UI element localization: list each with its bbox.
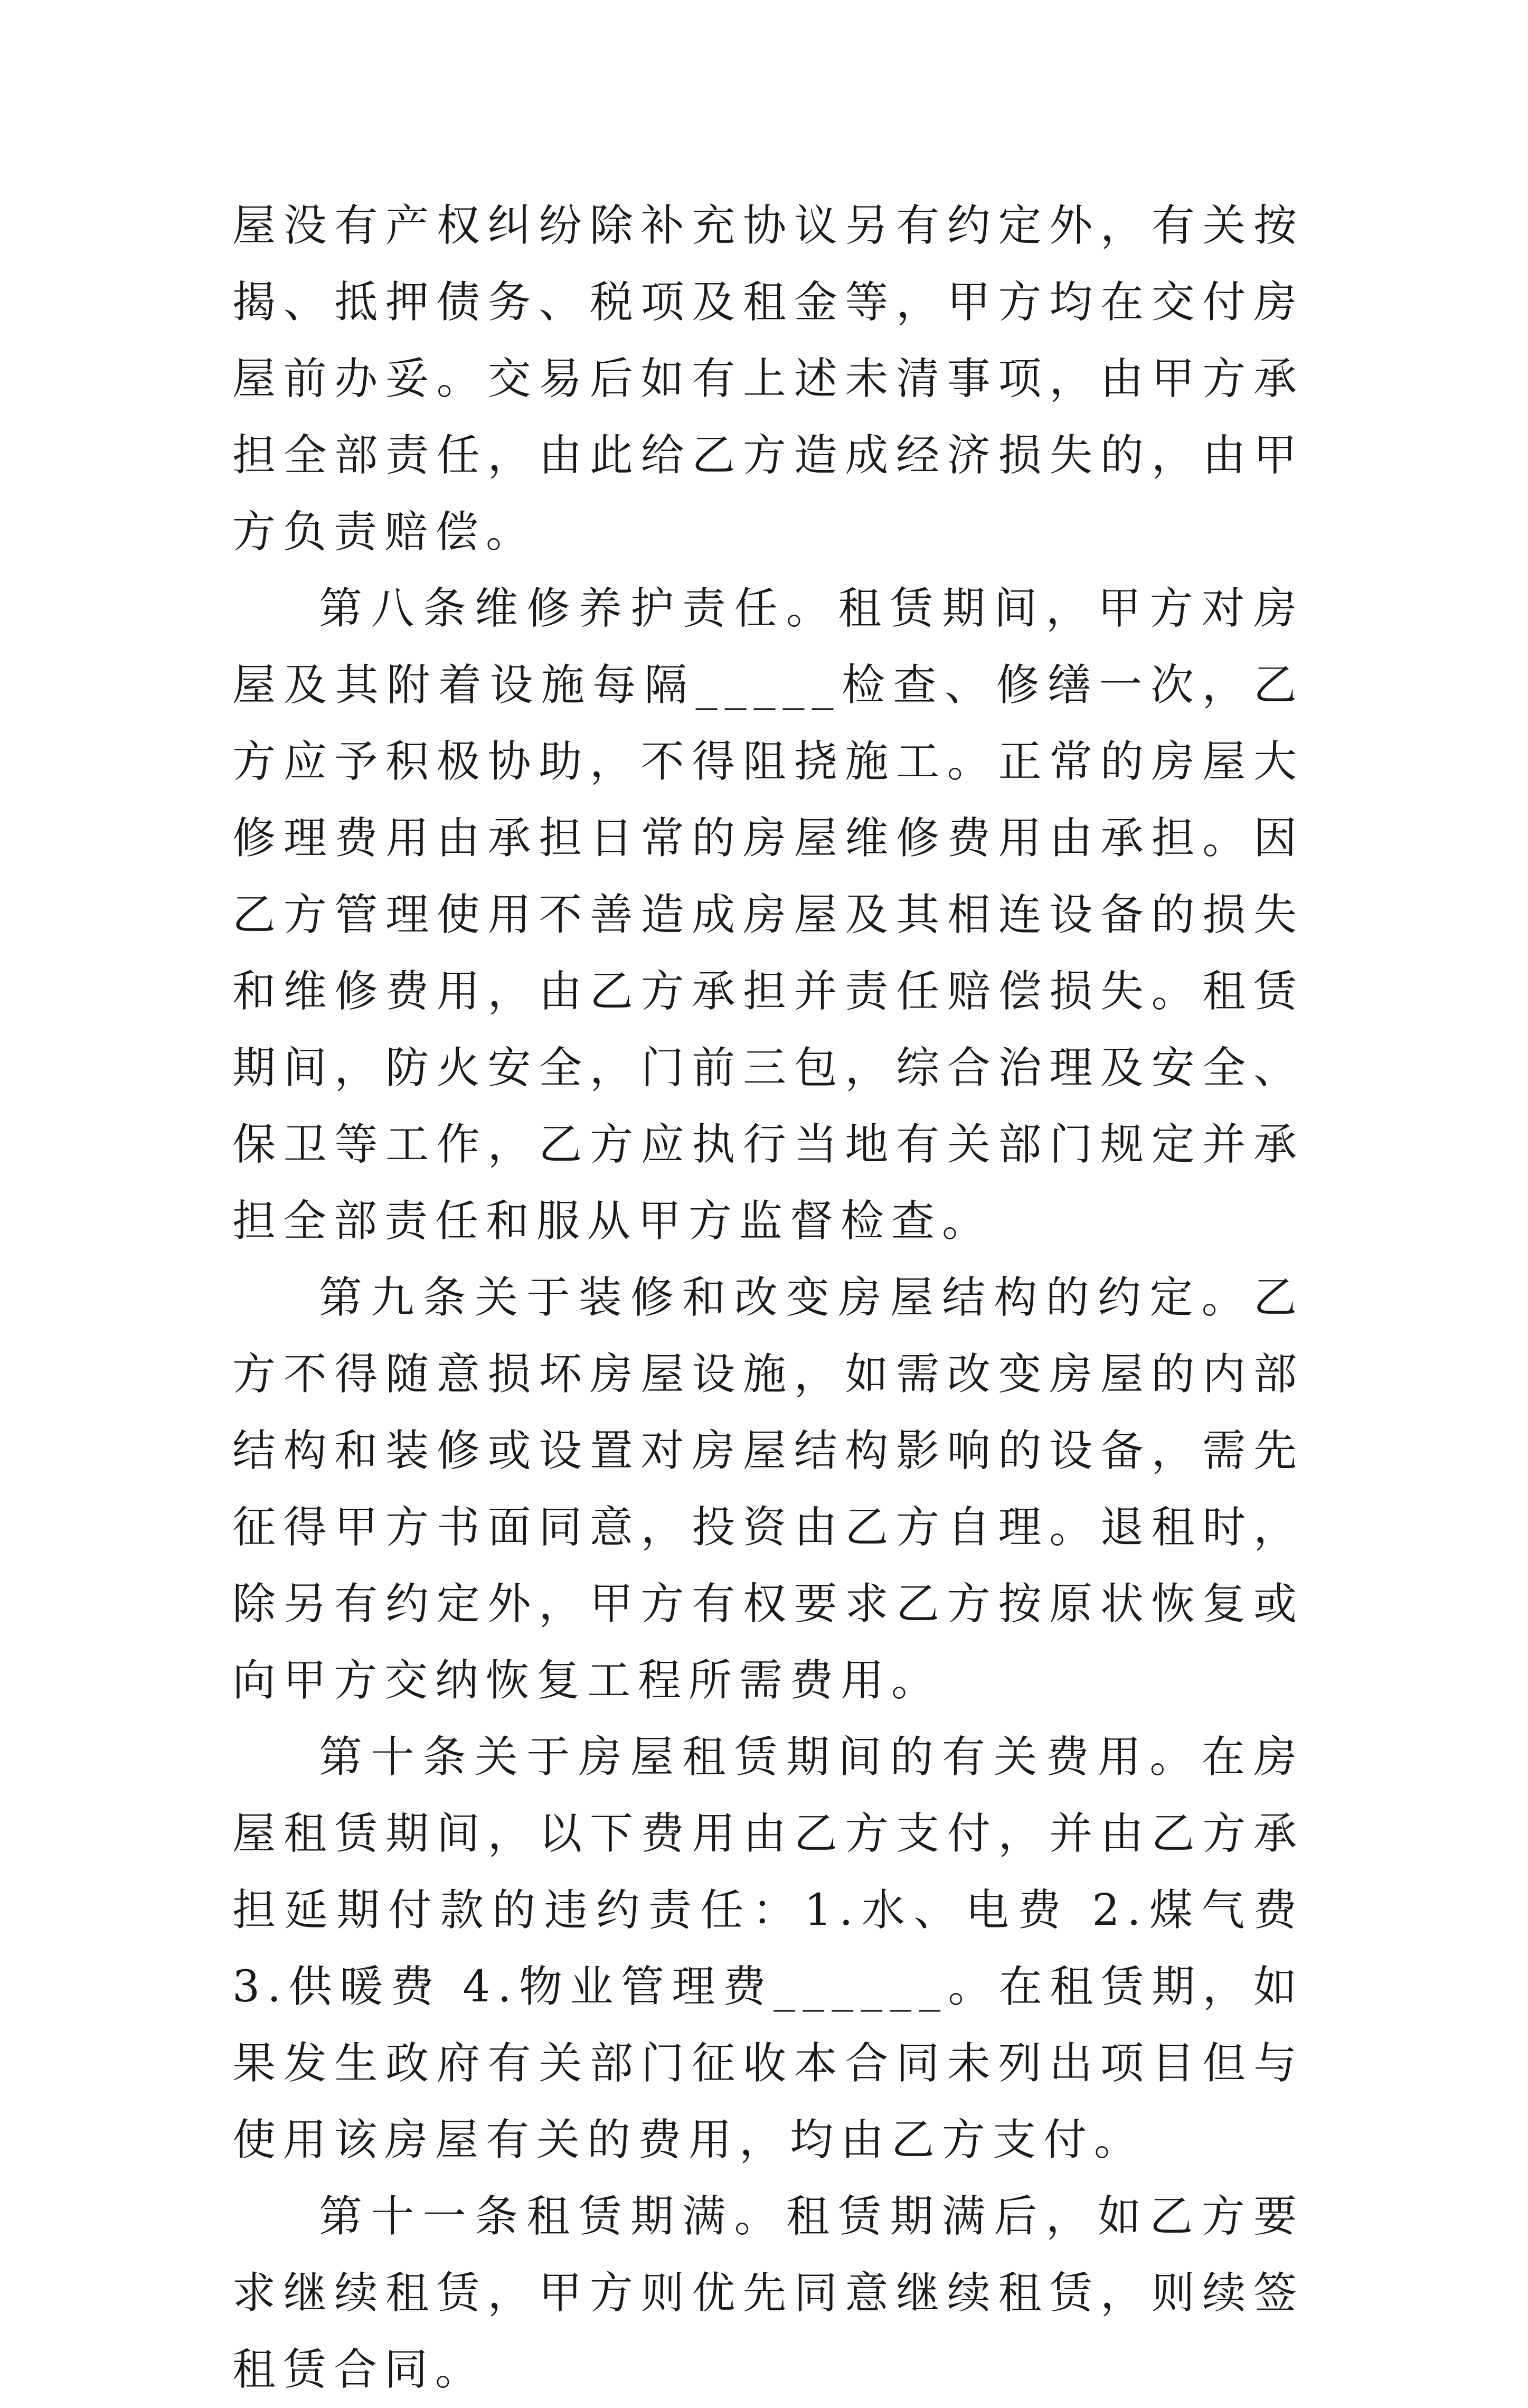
paragraph-continuation: 屋没有产权纠纷除补充协议另有约定外，有关按揭、抵押债务、税项及租金等，甲方均在交付房屋前办妥。交易后如有上述未清事项，由甲方承担全部责任，由此给乙方造成经济损失的，由甲方负责赔偿。: [232, 201, 1304, 557]
article-10-paragraph: 第十条关于房屋租赁期间的有关费用。在房屋租赁期间，以下费用由乙方支付，并由乙方承担延期付款的违约责任：1.水、电费 2.煤气费 3.供暖费 4.物业管理费______。在租赁期，如果发生政府有关部门征收本合同未列出项目但与使用该房屋有关的费用，均由乙方支付。: [232, 1732, 1304, 2165]
article-9-paragraph: 第九条关于装修和改变房屋结构的约定。乙方不得随意损坏房屋设施，如需改变房屋的内部结构和装修或设置对房屋结构影响的设备，需先征得甲方书面同意，投资由乙方自理。退租时，除另有约定外，甲方有权要求乙方按原状恢复或向甲方交纳恢复工程所需费用。: [232, 1273, 1304, 1706]
document-page: [232, 187, 1304, 2408]
article-8-paragraph: 第八条维修养护责任。租赁期间，甲方对房屋及其附着设施每隔_____检查、修缮一次，乙方应予积极协助，不得阻挠施工。正常的房屋大修理费用由承担日常的房屋维修费用由承担。因乙方管理使用不善造成房屋及其相连设备的损失和维修费用，由乙方承担并责任赔偿损失。租赁期间，防火安全，门前三包，综合治理及安全、保卫等工作，乙方应执行当地有关部门规定并承担全部责任和服从甲方监督检查。: [232, 584, 1304, 1246]
article-11-paragraph: 第十一条租赁期满。租赁期满后，如乙方要求继续租赁，甲方则优先同意继续租赁，则续签租赁合同。: [232, 2191, 1304, 2395]
